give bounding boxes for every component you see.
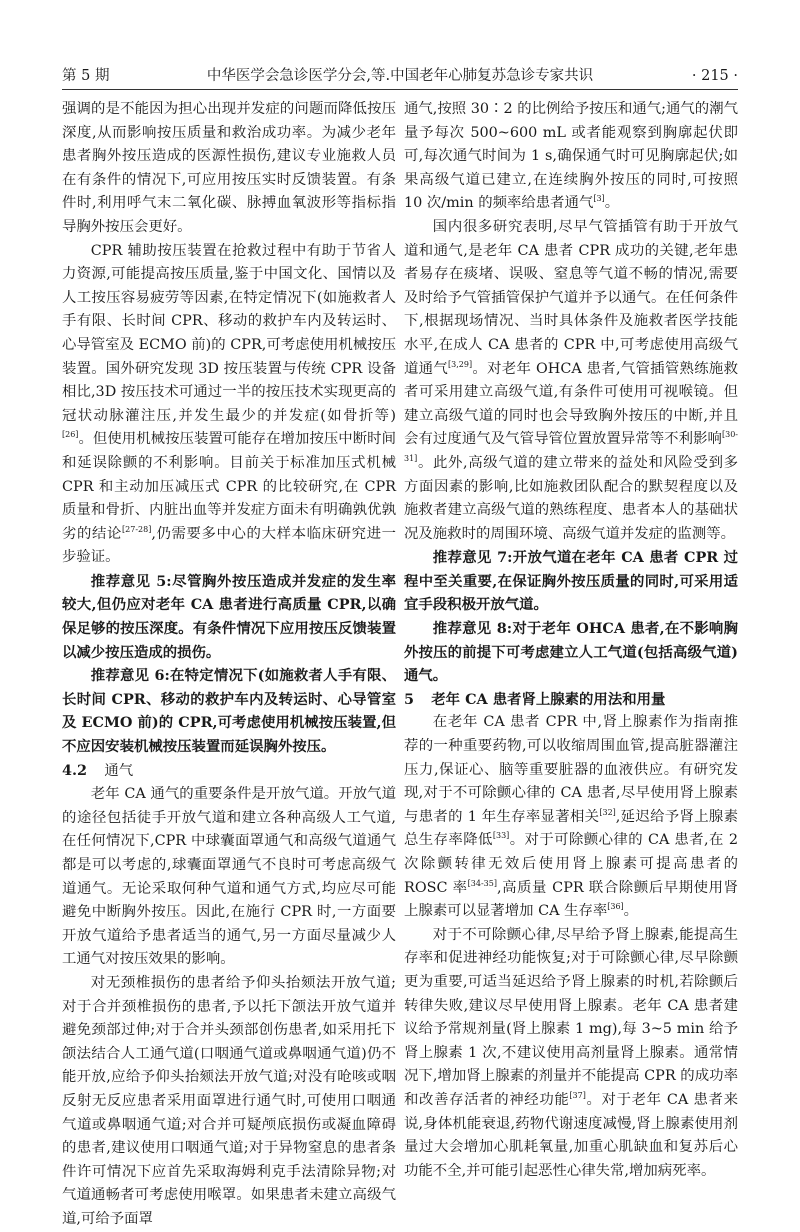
recommendation-5: 推荐意见 5:尽管胸外按压造成并发症的发生率较大,但仍应对老年 CA 患者进行高质量 CPR,以确保足够的按压深度。有条件情况下应用按压反馈装置以减少按压造成的损伤。 xyxy=(62,572,396,661)
citation: [27-28] xyxy=(122,524,152,534)
recommendation-7: 推荐意见 7:开放气道在老年 CA 患者 CPR 过程中至关重要,在保证胸外按压质量的同时,可采用适宜手段积极开放气道。 xyxy=(404,549,738,614)
paragraph-epinephrine-dose: 对于不可除颤心律,尽早给予肾上腺素,能提高生存率和促进神经功能恢复;对于可除颤心律,尽早除颤更为重要,可适当延迟给予肾上腺素的时机,若除颤后转律失败,建议尽早使用肾上腺素。老年 CA 患者建议给予常规剂量(肾上腺素 1 mg),每 3~5 min 给予肾上腺素 1 次,不建议使用高剂量肾上腺素。通常情况下,增加肾上腺素的剂量并不能提高 CPR 的成功率和改善存活者的神经功能[37]。对于老年 CA 患者来说,身体机能衰退,药物代谢速度减慢,肾上腺素使用剂量过大会增加心肌耗氧量,加重心肌缺血和复苏后心功能不全,并可能引起恶性心律失常,增加病死率。 xyxy=(404,926,738,1179)
citation: [3,29] xyxy=(448,359,473,369)
paragraph-airway: 对无颈椎损伤的患者给予仰头抬颏法开放气道;对于合并颈椎损伤的患者,予以托下颌法开放气道并避免颈部过伸;对于合并头颈部创伤患者,如采用托下颌法结合人工通气道(口咽通气道或鼻咽通气道)仍不能开放,应给予仰头抬颏法开放气道;对没有呛咳或咽反射无反应患者采用面罩进行通气时,可使用口咽通气道或鼻咽通气道;对合并可疑颅底损伤或凝血障碍的患者,建议使用口咽通气道;对于异物窒息的患者条件许可情况下应首先采取海姆利克手法清除异物;对气道通畅者可考虑使用喉罩。如果患者未建立高级气道,可给予面罩 xyxy=(62,974,396,1227)
left-column xyxy=(62,98,396,1232)
paragraph-cpr-device: CPR 辅助按压装置在抢救过程中有助于节省人力资源,可能提高按压质量,鉴于中国文化、国情以及人工按压容易疲劳等因素,在特定情况下(如施救者人手有限、长时间 CPR、移动的救护车内及转运时、心导管室及 ECMO 前)的 CPR,可考虑使用机械按压装置。国外研究发现 3D 按压装置与传统 CPR 设备相比,3D 按压技术可通过一半的按压技术实现更高的冠状动脉灌注压,并发生最少的并发症(如骨折等)[26]。但使用机械按压装置可能存在增加按压中断时间和延误除颤的不利影响。目前关于标准加压式机械 CPR 和主动加压减压式 CPR 的比较研究,在 CPR 质量和骨折、内脏出血等并发症方面未有明确孰优孰劣的结论[27-28],仍需要多中心的大样本临床研究进一步验证。 xyxy=(62,242,396,566)
citation: [32] xyxy=(599,808,616,818)
page-number: · 215 · xyxy=(691,68,738,84)
paragraph-intubation: 国内很多研究表明,尽早气管插管有助于开放气道和通气,是老年 CA 患者 CPR 成功的关键,老年患者易存在痰堵、误吸、窒息等气道不畅的情况,需要及时给予气管插管保护气道并予以通气。在任何条件下,根据现场情况、当时具体条件及施救者医学技能水平,在成人 CA 患者的 CPR 中,可考虑使用高级气道通气[3,29]。对老年 OHCA 患者,气管插管熟练施救者可采用建立高级气道,有条件可使用可视喉镜。但建立高级气道的同时也会导致胸外按压的中断,并且会有过度通气及气管导管位置放置异常等不利影响[30-31]。此外,高级气道的建立带来的益处和风险受到多方面因素的影响,比如施救团队配合的默契程度以及施救者建立高级气道的熟练程度、患者本人的基础状况及施救时的周围环境、高级气道并发症的监测等。 xyxy=(404,218,738,542)
citation: [37] xyxy=(569,1091,586,1101)
running-header xyxy=(62,66,738,86)
section-heading-4-2: 4.2 通气 xyxy=(62,761,134,779)
recommendation-8: 推荐意见 8:对于老年 OHCA 患者,在不影响胸外按压的前提下可考虑建立人工气道(包括高级气道)通气。 xyxy=(404,620,738,685)
paragraph-ventilation: 老年 CA 通气的重要条件是开放气道。开放气道的途径包括徒手开放气道和建立各种高级人工气道,在任何情况下,CPR 中球囊面罩通气和高级气道通气都是可以考虑的,球囊面罩通气不良时可考虑高级气道通气。无论采取何种气道和通气方式,均应尽可能避免中断胸外按压。因此,在施行 CPR 时,一方面要开放气道给予患者适当的通气,另一方面尽量减少人工通气对按压效果的影响。 xyxy=(62,786,396,968)
citation: [26] xyxy=(62,430,79,440)
citation: [30-31] xyxy=(404,430,738,464)
section-heading-5: 5 老年 CA 患者肾上腺素的用法和用量 xyxy=(404,690,666,708)
header-rule xyxy=(62,89,738,90)
citation: [33] xyxy=(492,831,510,841)
right-column xyxy=(404,98,738,1183)
citation: [3] xyxy=(593,194,605,204)
recommendation-6: 推荐意见 6:在特定情况下(如施救者人手有限、长时间 CPR、移动的救护车内及转运时、心导管室及 ECMO 前)的 CPR,可考虑使用机械按压装置,但不应因安装机械按压装置而延误胸外按压。 xyxy=(62,667,396,756)
paragraph-epinephrine: 在老年 CA 患者 CPR 中,肾上腺素作为指南推荐的一种重要药物,可以收缩周围血管,提高脏器灌注压力,保证心、脑等重要脏器的血液供应。有研究发现,对于不可除颤心律的 CA 患者,尽早使用肾上腺素与患者的 1 年生存率显著相关[32],延迟给予肾上腺素总生存率降低[33]。对于可除颤心律的 CA 患者,在 2 次除颤转律无效后使用肾上腺素可提高患者的 ROSC 率[34-35],高质量 CPR 联合除颤后早期使用肾上腺素可以显著增加 CA 生存率[36]。 xyxy=(404,714,738,920)
citation: [34-35] xyxy=(467,878,497,888)
citation: [36] xyxy=(607,902,624,912)
paragraph: 通气,按照 30∶2 的比例给予按压和通气;通气的潮气量予每次 500~600 mL 或者能观察到胸廓起伏即可,每次通气时间为 1 s,确保通气时可见胸廓起伏;如果高级气道已建立,在连续胸外按压的同时,可按照 10 次/min 的频率给患者通气[3]。 xyxy=(404,101,738,212)
issue-number: 第 5 期 xyxy=(62,68,110,84)
journal-title: 中华医学会急诊医学分会,等.中国老年心肺复苏急诊专家共识 xyxy=(206,68,594,84)
paragraph: 强调的是不能因为担心出现并发症的问题而降低按压深度,从而影响按压质量和救治成功率。为减少老年患者胸外按压造成的医源性损伤,建议专业施救人员在有条件的情况下,可应用按压实时反馈装置。有条件时,利用呼气末二氧化碳、脉搏血氧波形等指标指导胸外按压会更好。 xyxy=(62,101,396,235)
